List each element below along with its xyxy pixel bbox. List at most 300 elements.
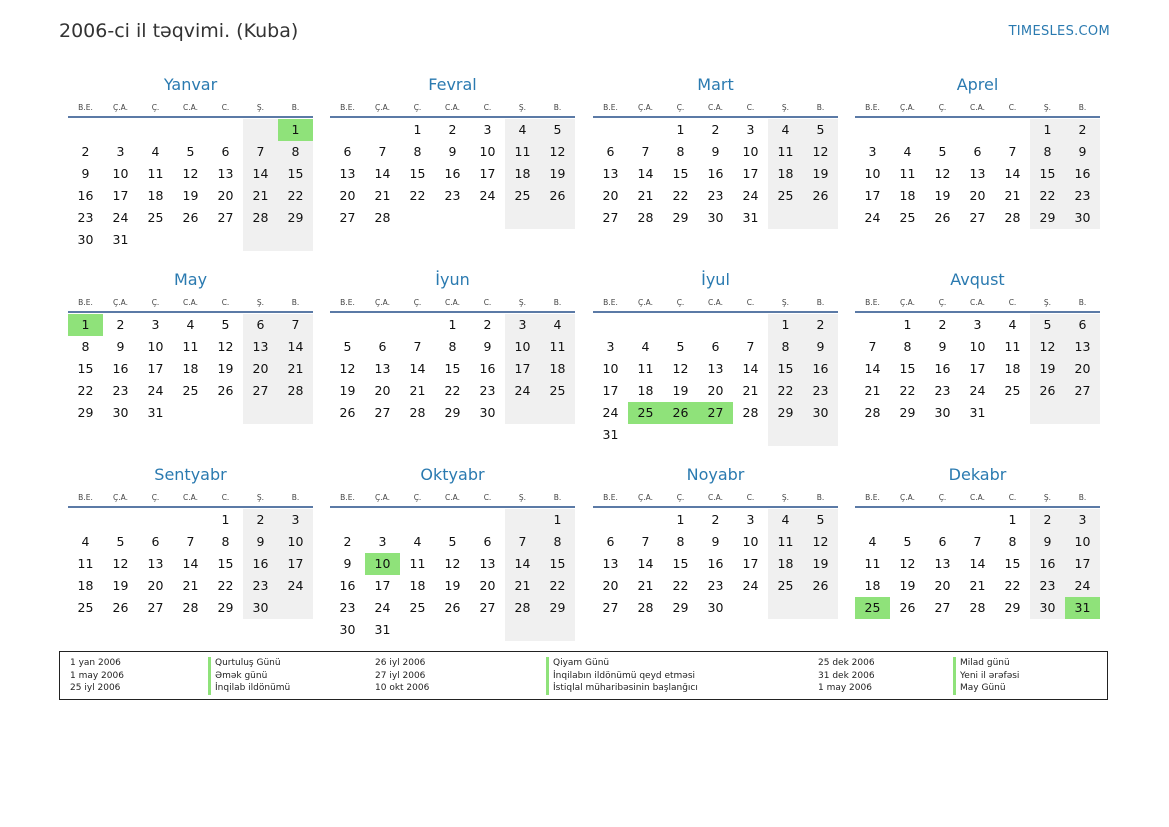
day-cell[interactable]: 2 [483, 317, 492, 332]
day-cell[interactable]: 27 [217, 210, 234, 225]
day-cell[interactable]: 16 [707, 556, 724, 571]
day-cell[interactable]: 5 [803, 509, 838, 531]
day-cell[interactable]: 27 [602, 600, 619, 615]
day-cell[interactable]: 23 [444, 188, 461, 203]
day-cell[interactable]: 16 [1030, 553, 1065, 575]
day-cell[interactable]: 11 [505, 141, 540, 163]
day-cell[interactable]: 28 [505, 597, 540, 619]
day-cell[interactable]: 8 [1030, 141, 1065, 163]
day-cell[interactable]: 23 [339, 600, 356, 615]
day-cell[interactable]: 1 [221, 512, 230, 527]
day-cell[interactable]: 5 [938, 144, 947, 159]
day-cell[interactable]: 8 [903, 339, 912, 354]
day-cell[interactable]: 11 [768, 531, 803, 553]
day-cell[interactable]: 5 [803, 119, 838, 141]
day-cell[interactable]: 9 [483, 339, 492, 354]
day-cell[interactable]: 7 [278, 314, 313, 336]
day-cell[interactable]: 6 [483, 534, 492, 549]
day-cell[interactable]: 27 [339, 210, 356, 225]
day-cell[interactable]: 11 [77, 556, 94, 571]
day-cell[interactable]: 7 [973, 534, 982, 549]
day-cell[interactable]: 22 [77, 383, 94, 398]
day-cell[interactable]: 8 [413, 144, 422, 159]
day-cell[interactable]: 13 [602, 556, 619, 571]
day-cell[interactable]: 16 [243, 553, 278, 575]
day-cell[interactable]: 30 [1065, 207, 1100, 229]
day-cell[interactable]: 4 [505, 119, 540, 141]
day-cell[interactable]: 28 [409, 405, 426, 420]
day-cell[interactable]: 27 [147, 600, 164, 615]
day-cell[interactable]: 26 [540, 185, 575, 207]
day-cell[interactable]: 8 [1008, 534, 1017, 549]
day-cell[interactable]: 20 [707, 383, 724, 398]
day-cell[interactable]: 28 [969, 600, 986, 615]
day-cell[interactable]: 23 [1030, 575, 1065, 597]
day-cell[interactable]: 4 [151, 144, 160, 159]
day-cell[interactable]: 24 [742, 188, 759, 203]
day-cell[interactable]: 19 [803, 163, 838, 185]
day-cell[interactable]: 27 [934, 600, 951, 615]
day-cell[interactable]: 3 [378, 534, 387, 549]
day-cell[interactable]: 12 [217, 339, 234, 354]
day-cell[interactable]: 6 [711, 339, 720, 354]
day-cell[interactable]: 7 [868, 339, 877, 354]
day-cell[interactable]: 18 [637, 383, 654, 398]
day-cell[interactable]: 31 [742, 210, 759, 225]
day-cell[interactable]: 28 [742, 405, 759, 420]
day-cell[interactable]: 25 [768, 575, 803, 597]
day-cell[interactable]: 20 [602, 188, 619, 203]
day-cell[interactable]: 10 [742, 144, 759, 159]
day-cell[interactable]: 19 [444, 578, 461, 593]
day-cell[interactable]: 10 [479, 144, 496, 159]
day-cell[interactable]: 3 [151, 317, 160, 332]
day-cell[interactable]: 12 [540, 141, 575, 163]
day-cell[interactable]: 19 [217, 361, 234, 376]
day-cell[interactable]: 11 [637, 361, 654, 376]
day-cell[interactable]: 8 [448, 339, 457, 354]
day-cell[interactable]: 2 [711, 122, 720, 137]
day-cell[interactable]: 19 [112, 578, 129, 593]
day-cell[interactable]: 21 [864, 383, 881, 398]
day-cell[interactable]: 25 [182, 383, 199, 398]
day-cell[interactable]: 4 [1008, 317, 1017, 332]
day-cell[interactable]: 29 [899, 405, 916, 420]
day-cell[interactable]: 8 [768, 336, 803, 358]
day-cell[interactable]: 20 [479, 578, 496, 593]
day-cell[interactable]: 13 [479, 556, 496, 571]
day-cell[interactable]: 18 [768, 163, 803, 185]
holiday-day-cell[interactable]: 10 [365, 553, 400, 575]
day-cell[interactable]: 18 [505, 163, 540, 185]
day-cell[interactable]: 31 [147, 405, 164, 420]
day-cell[interactable]: 22 [672, 188, 689, 203]
day-cell[interactable]: 18 [768, 553, 803, 575]
day-cell[interactable]: 5 [540, 119, 575, 141]
day-cell[interactable]: 12 [934, 166, 951, 181]
day-cell[interactable]: 20 [934, 578, 951, 593]
day-cell[interactable]: 4 [641, 339, 650, 354]
day-cell[interactable]: 24 [1065, 575, 1100, 597]
day-cell[interactable]: 6 [606, 534, 615, 549]
day-cell[interactable]: 7 [505, 531, 540, 553]
day-cell[interactable]: 12 [899, 556, 916, 571]
day-cell[interactable]: 28 [637, 600, 654, 615]
day-cell[interactable]: 1 [768, 314, 803, 336]
holiday-day-cell[interactable]: 31 [1065, 597, 1100, 619]
day-cell[interactable]: 7 [186, 534, 195, 549]
day-cell[interactable]: 10 [278, 531, 313, 553]
day-cell[interactable]: 16 [339, 578, 356, 593]
day-cell[interactable]: 17 [278, 553, 313, 575]
day-cell[interactable]: 30 [707, 210, 724, 225]
day-cell[interactable]: 11 [540, 336, 575, 358]
day-cell[interactable]: 10 [602, 361, 619, 376]
day-cell[interactable]: 26 [803, 185, 838, 207]
day-cell[interactable]: 28 [864, 405, 881, 420]
day-cell[interactable]: 10 [505, 336, 540, 358]
site-link[interactable]: TIMESLES.COM [1008, 24, 1110, 39]
day-cell[interactable]: 6 [343, 144, 352, 159]
day-cell[interactable]: 7 [378, 144, 387, 159]
day-cell[interactable]: 12 [1030, 336, 1065, 358]
day-cell[interactable]: 24 [147, 383, 164, 398]
day-cell[interactable]: 12 [803, 531, 838, 553]
day-cell[interactable]: 17 [742, 556, 759, 571]
day-cell[interactable]: 14 [505, 553, 540, 575]
holiday-day-cell[interactable]: 25 [628, 402, 663, 424]
day-cell[interactable]: 17 [147, 361, 164, 376]
day-cell[interactable]: 2 [711, 512, 720, 527]
day-cell[interactable]: 11 [864, 556, 881, 571]
day-cell[interactable]: 1 [413, 122, 422, 137]
day-cell[interactable]: 31 [112, 232, 129, 247]
day-cell[interactable]: 14 [742, 361, 759, 376]
day-cell[interactable]: 13 [339, 166, 356, 181]
day-cell[interactable]: 28 [637, 210, 654, 225]
day-cell[interactable]: 17 [742, 166, 759, 181]
day-cell[interactable]: 15 [444, 361, 461, 376]
day-cell[interactable]: 23 [243, 575, 278, 597]
holiday-day-cell[interactable]: 27 [698, 402, 733, 424]
day-cell[interactable]: 9 [803, 336, 838, 358]
day-cell[interactable]: 22 [899, 383, 916, 398]
day-cell[interactable]: 12 [803, 141, 838, 163]
day-cell[interactable]: 28 [278, 380, 313, 402]
day-cell[interactable]: 1 [676, 122, 685, 137]
day-cell[interactable]: 25 [409, 600, 426, 615]
day-cell[interactable]: 4 [903, 144, 912, 159]
day-cell[interactable]: 19 [803, 553, 838, 575]
day-cell[interactable]: 18 [1004, 361, 1021, 376]
day-cell[interactable]: 12 [339, 361, 356, 376]
day-cell[interactable]: 12 [444, 556, 461, 571]
day-cell[interactable]: 6 [973, 144, 982, 159]
day-cell[interactable]: 8 [221, 534, 230, 549]
day-cell[interactable]: 29 [1030, 207, 1065, 229]
day-cell[interactable]: 28 [374, 210, 391, 225]
day-cell[interactable]: 20 [602, 578, 619, 593]
day-cell[interactable]: 15 [77, 361, 94, 376]
day-cell[interactable]: 5 [343, 339, 352, 354]
day-cell[interactable]: 20 [217, 188, 234, 203]
day-cell[interactable]: 19 [1030, 358, 1065, 380]
day-cell[interactable]: 11 [409, 556, 426, 571]
day-cell[interactable]: 14 [243, 163, 278, 185]
day-cell[interactable]: 20 [969, 188, 986, 203]
day-cell[interactable]: 5 [676, 339, 685, 354]
day-cell[interactable]: 2 [448, 122, 457, 137]
day-cell[interactable]: 16 [112, 361, 129, 376]
day-cell[interactable]: 24 [479, 188, 496, 203]
day-cell[interactable]: 22 [768, 380, 803, 402]
day-cell[interactable]: 1 [448, 317, 457, 332]
day-cell[interactable]: 11 [768, 141, 803, 163]
day-cell[interactable]: 16 [803, 358, 838, 380]
day-cell[interactable]: 22 [278, 185, 313, 207]
day-cell[interactable]: 4 [413, 534, 422, 549]
day-cell[interactable]: 13 [1065, 336, 1100, 358]
day-cell[interactable]: 31 [602, 427, 619, 442]
day-cell[interactable]: 30 [934, 405, 951, 420]
day-cell[interactable]: 28 [243, 207, 278, 229]
day-cell[interactable]: 20 [339, 188, 356, 203]
day-cell[interactable]: 7 [641, 534, 650, 549]
day-cell[interactable]: 30 [707, 600, 724, 615]
day-cell[interactable]: 8 [540, 531, 575, 553]
day-cell[interactable]: 22 [540, 575, 575, 597]
day-cell[interactable]: 15 [540, 553, 575, 575]
day-cell[interactable]: 1 [903, 317, 912, 332]
day-cell[interactable]: 30 [479, 405, 496, 420]
day-cell[interactable]: 25 [77, 600, 94, 615]
day-cell[interactable]: 21 [374, 188, 391, 203]
day-cell[interactable]: 25 [768, 185, 803, 207]
day-cell[interactable]: 16 [479, 361, 496, 376]
day-cell[interactable]: 17 [112, 188, 129, 203]
day-cell[interactable]: 26 [1030, 380, 1065, 402]
day-cell[interactable]: 5 [903, 534, 912, 549]
day-cell[interactable]: 3 [505, 314, 540, 336]
day-cell[interactable]: 21 [278, 358, 313, 380]
day-cell[interactable]: 9 [448, 144, 457, 159]
day-cell[interactable]: 3 [868, 144, 877, 159]
day-cell[interactable]: 23 [77, 210, 94, 225]
day-cell[interactable]: 8 [676, 144, 685, 159]
day-cell[interactable]: 21 [742, 383, 759, 398]
day-cell[interactable]: 16 [444, 166, 461, 181]
day-cell[interactable]: 29 [444, 405, 461, 420]
day-cell[interactable]: 6 [938, 534, 947, 549]
day-cell[interactable]: 20 [1065, 358, 1100, 380]
day-cell[interactable]: 24 [374, 600, 391, 615]
day-cell[interactable]: 21 [243, 185, 278, 207]
day-cell[interactable]: 10 [1065, 531, 1100, 553]
day-cell[interactable]: 2 [803, 314, 838, 336]
day-cell[interactable]: 3 [1065, 509, 1100, 531]
day-cell[interactable]: 3 [746, 512, 755, 527]
day-cell[interactable]: 3 [606, 339, 615, 354]
day-cell[interactable]: 15 [672, 166, 689, 181]
day-cell[interactable]: 21 [409, 383, 426, 398]
holiday-day-cell[interactable]: 26 [663, 402, 698, 424]
day-cell[interactable]: 5 [186, 144, 195, 159]
day-cell[interactable]: 13 [243, 336, 278, 358]
day-cell[interactable]: 1 [1030, 119, 1065, 141]
day-cell[interactable]: 26 [803, 575, 838, 597]
day-cell[interactable]: 9 [1030, 531, 1065, 553]
day-cell[interactable]: 29 [672, 600, 689, 615]
day-cell[interactable]: 25 [505, 185, 540, 207]
day-cell[interactable]: 3 [973, 317, 982, 332]
day-cell[interactable]: 26 [112, 600, 129, 615]
day-cell[interactable]: 4 [868, 534, 877, 549]
day-cell[interactable]: 15 [1030, 163, 1065, 185]
day-cell[interactable]: 2 [1065, 119, 1100, 141]
day-cell[interactable]: 4 [540, 314, 575, 336]
day-cell[interactable]: 3 [278, 509, 313, 531]
day-cell[interactable]: 30 [77, 232, 94, 247]
day-cell[interactable]: 18 [77, 578, 94, 593]
day-cell[interactable]: 14 [182, 556, 199, 571]
day-cell[interactable]: 14 [278, 336, 313, 358]
day-cell[interactable]: 22 [672, 578, 689, 593]
day-cell[interactable]: 21 [637, 188, 654, 203]
day-cell[interactable]: 17 [479, 166, 496, 181]
day-cell[interactable]: 16 [934, 361, 951, 376]
day-cell[interactable]: 29 [672, 210, 689, 225]
day-cell[interactable]: 18 [540, 358, 575, 380]
day-cell[interactable]: 1 [1008, 512, 1017, 527]
day-cell[interactable]: 23 [707, 578, 724, 593]
day-cell[interactable]: 15 [768, 358, 803, 380]
day-cell[interactable]: 20 [374, 383, 391, 398]
day-cell[interactable]: 29 [278, 207, 313, 229]
day-cell[interactable]: 21 [969, 578, 986, 593]
day-cell[interactable]: 30 [339, 622, 356, 637]
day-cell[interactable]: 6 [221, 144, 230, 159]
day-cell[interactable]: 21 [1004, 188, 1021, 203]
day-cell[interactable]: 6 [243, 314, 278, 336]
day-cell[interactable]: 17 [374, 578, 391, 593]
day-cell[interactable]: 14 [374, 166, 391, 181]
day-cell[interactable]: 17 [505, 358, 540, 380]
day-cell[interactable]: 13 [374, 361, 391, 376]
day-cell[interactable]: 30 [243, 597, 278, 619]
day-cell[interactable]: 2 [343, 534, 352, 549]
day-cell[interactable]: 23 [1065, 185, 1100, 207]
day-cell[interactable]: 19 [339, 383, 356, 398]
day-cell[interactable]: 27 [243, 380, 278, 402]
day-cell[interactable]: 4 [768, 509, 803, 531]
day-cell[interactable]: 26 [182, 210, 199, 225]
day-cell[interactable]: 24 [742, 578, 759, 593]
day-cell[interactable]: 18 [899, 188, 916, 203]
day-cell[interactable]: 13 [934, 556, 951, 571]
day-cell[interactable]: 9 [243, 531, 278, 553]
day-cell[interactable]: 8 [81, 339, 90, 354]
day-cell[interactable]: 24 [864, 210, 881, 225]
day-cell[interactable]: 30 [803, 402, 838, 424]
day-cell[interactable]: 14 [409, 361, 426, 376]
day-cell[interactable]: 2 [243, 509, 278, 531]
day-cell[interactable]: 29 [1004, 600, 1021, 615]
holiday-day-cell[interactable]: 1 [68, 314, 103, 336]
day-cell[interactable]: 1 [540, 509, 575, 531]
day-cell[interactable]: 15 [409, 166, 426, 181]
day-cell[interactable]: 27 [1065, 380, 1100, 402]
day-cell[interactable]: 19 [182, 188, 199, 203]
day-cell[interactable]: 6 [606, 144, 615, 159]
day-cell[interactable]: 9 [116, 339, 125, 354]
day-cell[interactable]: 10 [864, 166, 881, 181]
day-cell[interactable]: 11 [147, 166, 164, 181]
day-cell[interactable]: 15 [1004, 556, 1021, 571]
day-cell[interactable]: 9 [711, 534, 720, 549]
day-cell[interactable]: 5 [221, 317, 230, 332]
day-cell[interactable]: 10 [969, 339, 986, 354]
day-cell[interactable]: 27 [969, 210, 986, 225]
day-cell[interactable]: 5 [448, 534, 457, 549]
day-cell[interactable]: 17 [1065, 553, 1100, 575]
holiday-day-cell[interactable]: 1 [278, 119, 313, 141]
day-cell[interactable]: 18 [147, 188, 164, 203]
day-cell[interactable]: 27 [602, 210, 619, 225]
day-cell[interactable]: 8 [676, 534, 685, 549]
day-cell[interactable]: 25 [540, 380, 575, 402]
day-cell[interactable]: 20 [147, 578, 164, 593]
day-cell[interactable]: 11 [182, 339, 199, 354]
day-cell[interactable]: 8 [278, 141, 313, 163]
day-cell[interactable]: 27 [479, 600, 496, 615]
day-cell[interactable]: 13 [969, 166, 986, 181]
day-cell[interactable]: 7 [413, 339, 422, 354]
day-cell[interactable]: 29 [768, 402, 803, 424]
day-cell[interactable]: 3 [116, 144, 125, 159]
day-cell[interactable]: 26 [899, 600, 916, 615]
day-cell[interactable]: 12 [182, 166, 199, 181]
day-cell[interactable]: 16 [1065, 163, 1100, 185]
day-cell[interactable]: 29 [217, 600, 234, 615]
day-cell[interactable]: 18 [864, 578, 881, 593]
day-cell[interactable]: 5 [116, 534, 125, 549]
day-cell[interactable]: 24 [602, 405, 619, 420]
day-cell[interactable]: 19 [934, 188, 951, 203]
day-cell[interactable]: 23 [112, 383, 129, 398]
day-cell[interactable]: 18 [409, 578, 426, 593]
day-cell[interactable]: 3 [746, 122, 755, 137]
day-cell[interactable]: 15 [217, 556, 234, 571]
day-cell[interactable]: 29 [540, 597, 575, 619]
day-cell[interactable]: 13 [217, 166, 234, 181]
day-cell[interactable]: 9 [1065, 141, 1100, 163]
day-cell[interactable]: 22 [1004, 578, 1021, 593]
day-cell[interactable]: 31 [969, 405, 986, 420]
day-cell[interactable]: 22 [217, 578, 234, 593]
day-cell[interactable]: 28 [182, 600, 199, 615]
day-cell[interactable]: 24 [969, 383, 986, 398]
day-cell[interactable]: 10 [742, 534, 759, 549]
day-cell[interactable]: 26 [217, 383, 234, 398]
day-cell[interactable]: 31 [374, 622, 391, 637]
day-cell[interactable]: 19 [899, 578, 916, 593]
day-cell[interactable]: 24 [278, 575, 313, 597]
day-cell[interactable]: 26 [934, 210, 951, 225]
day-cell[interactable]: 13 [147, 556, 164, 571]
day-cell[interactable]: 22 [444, 383, 461, 398]
day-cell[interactable]: 4 [186, 317, 195, 332]
day-cell[interactable]: 10 [112, 166, 129, 181]
